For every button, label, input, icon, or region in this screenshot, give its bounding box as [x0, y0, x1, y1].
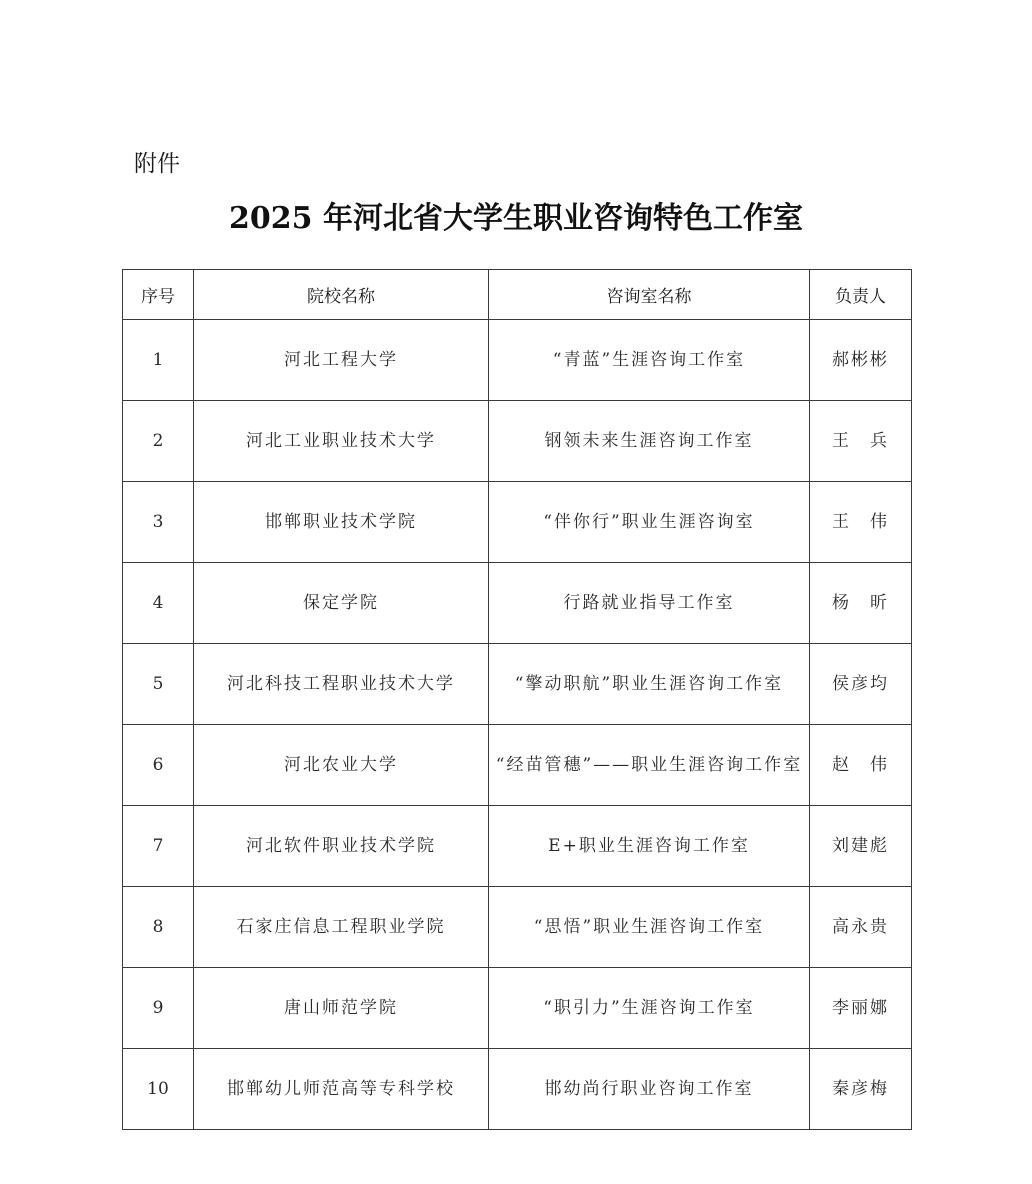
cell-studio: “职引力”生涯咨询工作室	[489, 968, 810, 1049]
cell-school: 石家庄信息工程职业学院	[194, 887, 489, 968]
cell-school: 唐山师范学院	[194, 968, 489, 1049]
cell-school: 邯郸幼儿师范高等专科学校	[194, 1049, 489, 1130]
cell-school: 保定学院	[194, 563, 489, 644]
cell-school: 河北科技工程职业技术大学	[194, 644, 489, 725]
cell-school: 河北工程大学	[194, 320, 489, 401]
table-row	[123, 644, 912, 725]
cell-studio: 钢领未来生涯咨询工作室	[489, 401, 810, 482]
cell-no: 10	[123, 1049, 194, 1130]
cell-leader: 郝彬彬	[810, 320, 912, 401]
cell-leader: 赵 伟	[810, 725, 912, 806]
cell-studio: E+职业生涯咨询工作室	[489, 806, 810, 887]
cell-leader: 王 兵	[810, 401, 912, 482]
cell-school: 河北工业职业技术大学	[194, 401, 489, 482]
table-row	[123, 320, 912, 401]
cell-no: 1	[123, 320, 194, 401]
cell-leader: 王 伟	[810, 482, 912, 563]
cell-leader: 秦彦梅	[810, 1049, 912, 1130]
table-row	[123, 887, 912, 968]
cell-no: 6	[123, 725, 194, 806]
cell-no: 8	[123, 887, 194, 968]
cell-leader: 高永贵	[810, 887, 912, 968]
cell-no: 4	[123, 563, 194, 644]
cell-studio: “青蓝”生涯咨询工作室	[489, 320, 810, 401]
cell-leader: 刘建彪	[810, 806, 912, 887]
column-header-school: 院校名称	[194, 270, 489, 320]
cell-leader: 杨 昕	[810, 563, 912, 644]
column-header-studio: 咨询室名称	[489, 270, 810, 320]
table-row	[123, 482, 912, 563]
cell-school: 邯郸职业技术学院	[194, 482, 489, 563]
column-header-no: 序号	[123, 270, 194, 320]
cell-studio: “擎动职航”职业生涯咨询工作室	[489, 644, 810, 725]
cell-school: 河北软件职业技术学院	[194, 806, 489, 887]
cell-studio: 邯幼尚行职业咨询工作室	[489, 1049, 810, 1130]
document-title: 2025 年河北省大学生职业咨询特色工作室	[229, 201, 803, 236]
cell-studio: “经苗管穗”——职业生涯咨询工作室	[489, 725, 810, 806]
cell-no: 7	[123, 806, 194, 887]
cell-leader: 侯彦均	[810, 644, 912, 725]
cell-studio: “伴你行”职业生涯咨询室	[489, 482, 810, 563]
table-row	[123, 1049, 912, 1130]
attachment-label: 附件	[134, 151, 180, 177]
cell-leader: 李丽娜	[810, 968, 912, 1049]
cell-studio: 行路就业指导工作室	[489, 563, 810, 644]
table-row	[123, 968, 912, 1049]
cell-no: 9	[123, 968, 194, 1049]
cell-studio: “思悟”职业生涯咨询工作室	[489, 887, 810, 968]
cell-no: 3	[123, 482, 194, 563]
table-header-row	[123, 270, 912, 320]
cell-school: 河北农业大学	[194, 725, 489, 806]
column-header-leader: 负责人	[810, 270, 912, 320]
table-row	[123, 401, 912, 482]
table-row	[123, 563, 912, 644]
table-row	[123, 725, 912, 806]
cell-no: 2	[123, 401, 194, 482]
cell-no: 5	[123, 644, 194, 725]
studio-table	[122, 269, 912, 1130]
table-row	[123, 806, 912, 887]
